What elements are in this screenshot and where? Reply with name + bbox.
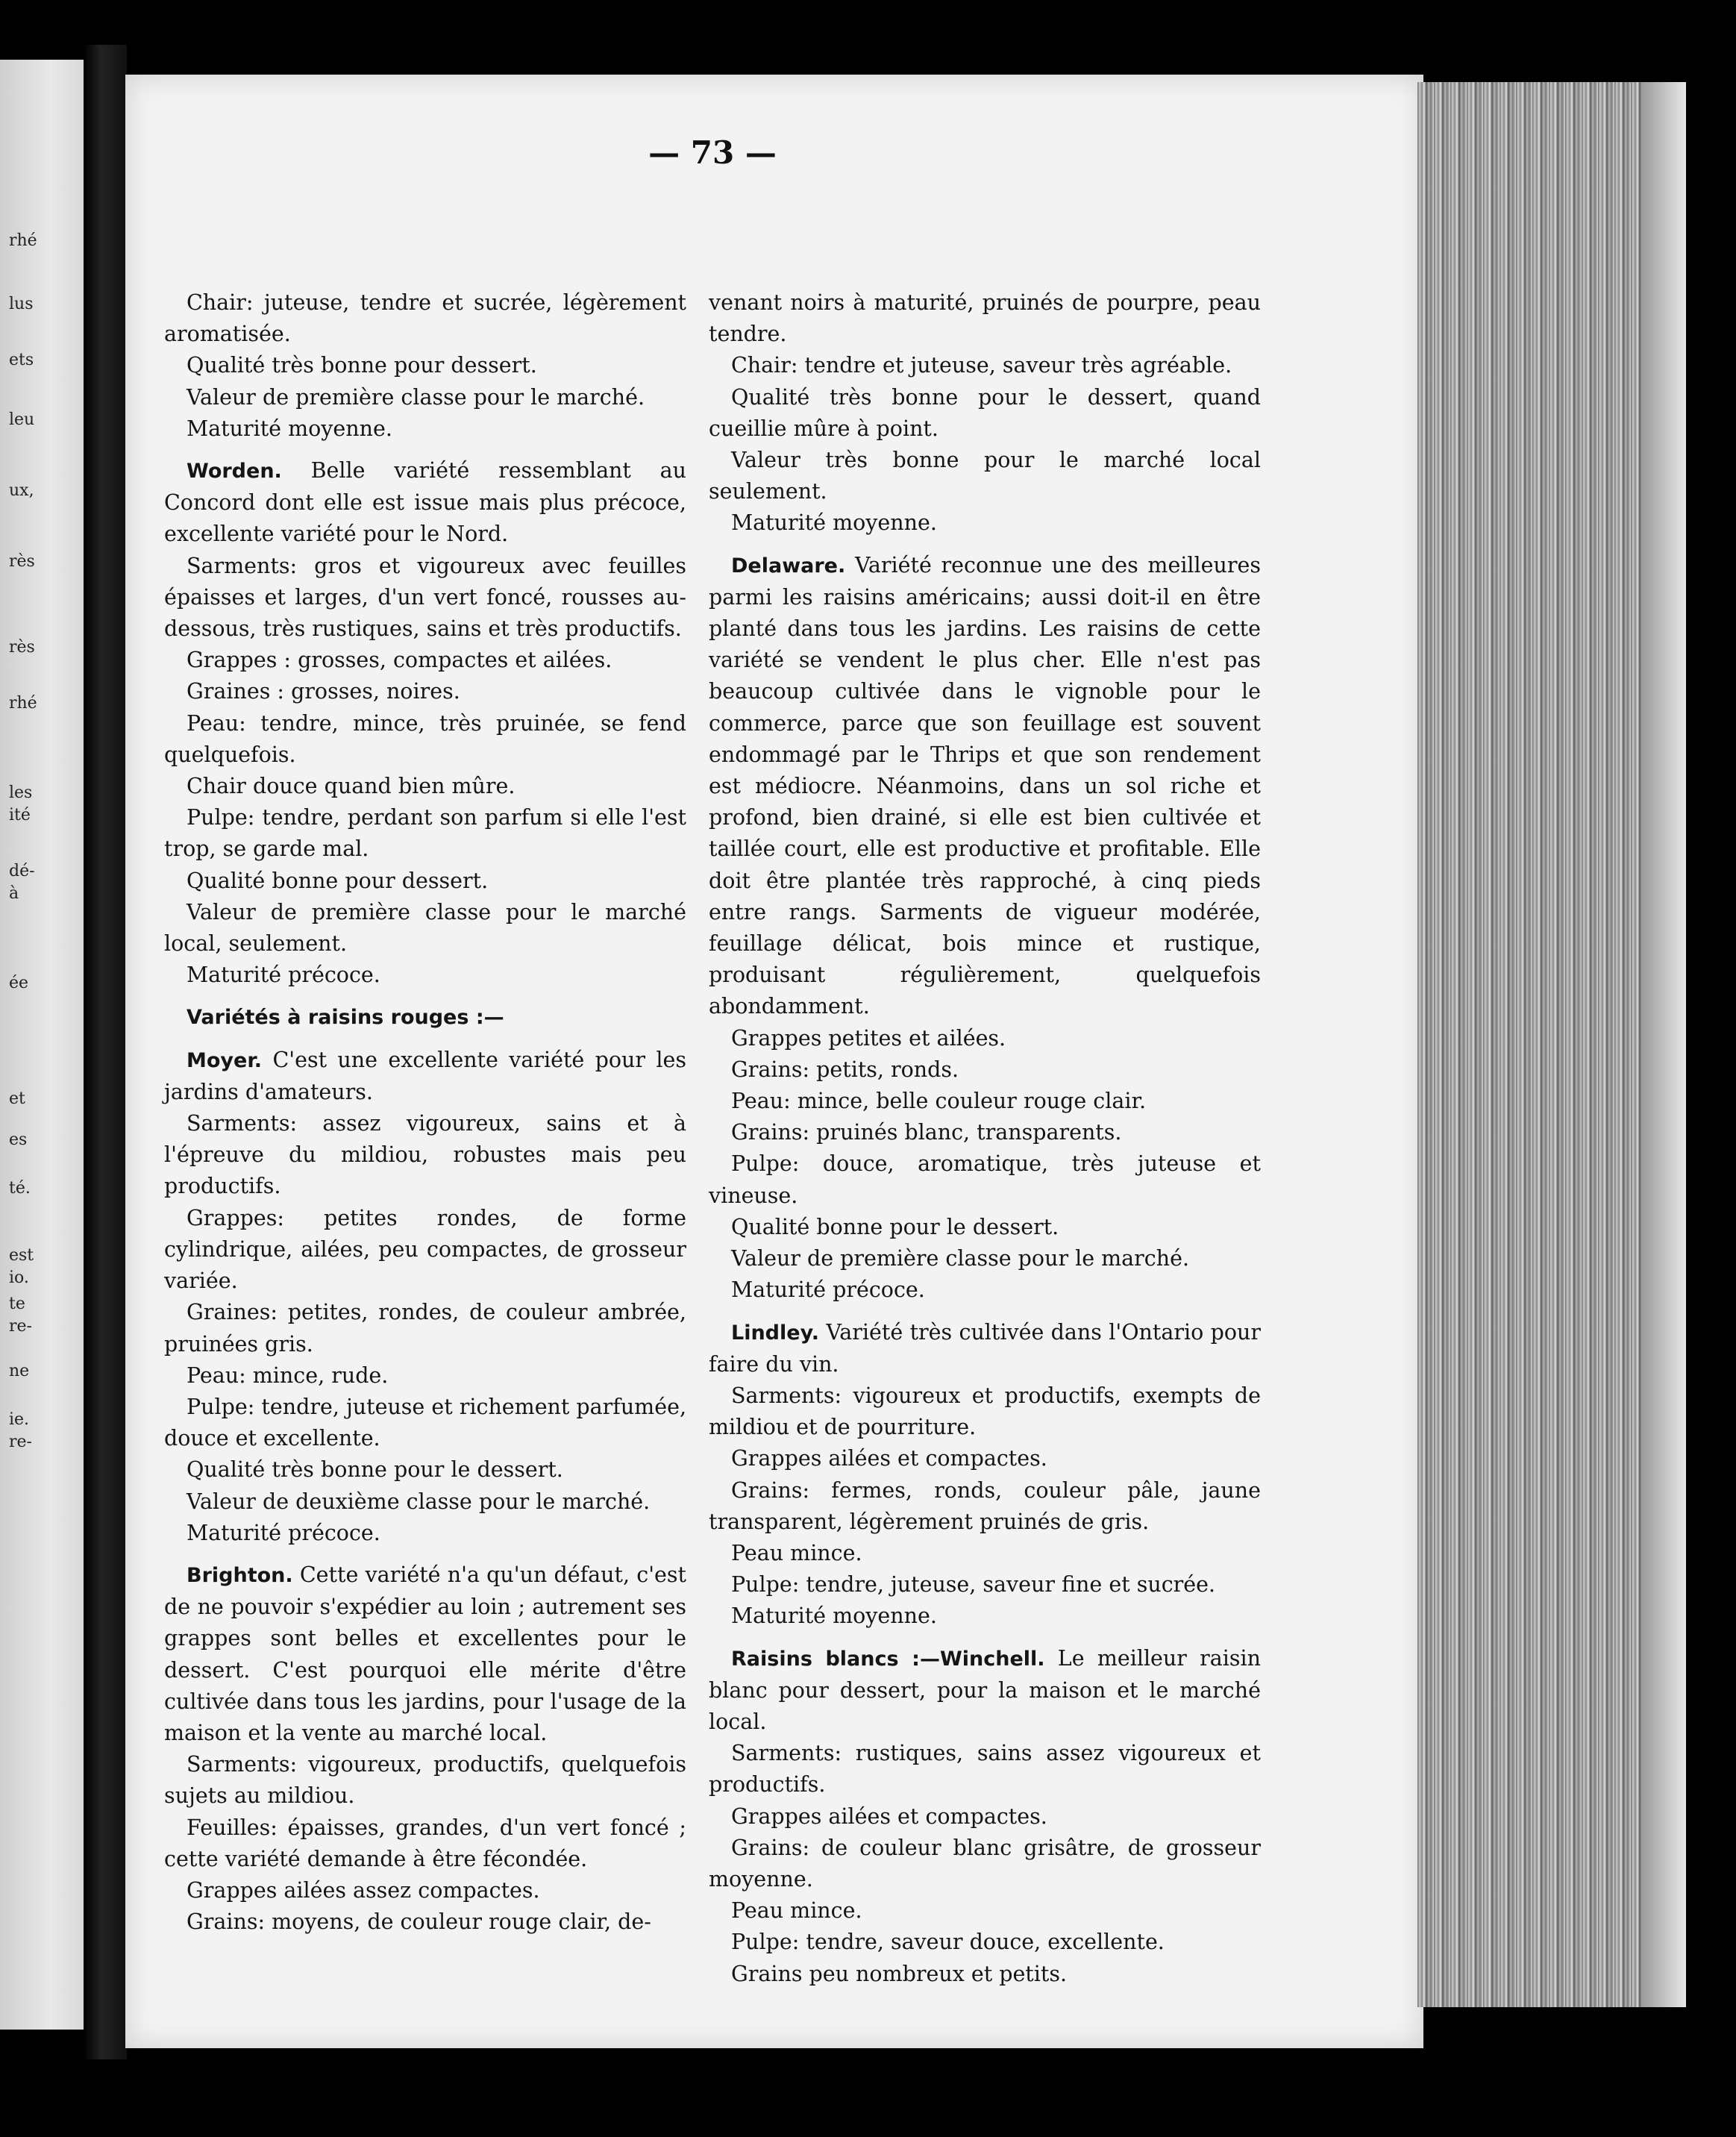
paragraph: Chair: tendre et juteuse, saveur très agréable. <box>731 353 1232 378</box>
paragraph: Qualité bonne pour le dessert. <box>731 1214 1059 1239</box>
variety-entry <box>164 1045 686 1108</box>
book-gutter <box>84 45 127 2059</box>
previous-page-fragment: re- <box>9 1317 32 1336</box>
paragraph: Qualité très bonne pour dessert. <box>187 353 537 378</box>
paragraph: Qualité très bonne pour le dessert. <box>187 1457 563 1483</box>
paragraph: Grappes ailées et compactes. <box>731 1446 1047 1471</box>
paragraph: Grains: fermes, ronds, couleur pâle, jaune transparent, légèrement pruinés de gris. <box>709 1477 1261 1534</box>
paragraph-text: venant noirs à maturité, pruinés de pourpre, peau tendre. <box>709 290 1261 347</box>
paragraph: Pulpe: tendre, juteuse et richement parfumée, douce et excellente. <box>164 1394 687 1451</box>
paragraph: Pulpe: tendre, perdant son parfum si elle l'est trop, se garde mal. <box>164 805 686 862</box>
previous-page-fragment: ée <box>9 974 29 992</box>
paragraph: Grappes: petites rondes, de forme cylindrique, ailées, peu compactes, de grosseur variée. <box>164 1205 686 1294</box>
paragraph: Valeur très bonne pour le marché local seulement. <box>709 448 1261 504</box>
variety-description: Cette variété n'a qu'un défaut, c'est de ne pouvoir s'expédier au loin ; autrement ses grappes sont belles et excellentes pour le dessert. C'est pourquoi elle mérite d'être cultivée dans tous les jardins, pour l'usage de la maison et la vente au marché local. <box>164 1562 686 1745</box>
previous-page-edge <box>0 60 84 2030</box>
paragraph: Maturité précoce. <box>187 1520 380 1545</box>
variety-heading: Raisins blancs :—Winchell. <box>731 1647 1045 1671</box>
paragraph: Peau: tendre, mince, très pruinée, se fend quelquefois. <box>164 710 686 767</box>
previous-page-fragment: dé- <box>9 862 35 880</box>
paragraph: Peau mince. <box>731 1898 862 1924</box>
right-column <box>709 287 1261 1990</box>
paragraph: Sarments: vigoureux, productifs, quelquefois sujets au mildiou. <box>164 1752 686 1809</box>
variety-heading: Variétés à raisins rouges :— <box>187 1006 504 1030</box>
previous-page-fragment: rhé <box>9 231 37 250</box>
paragraph-continuation <box>709 287 1261 350</box>
previous-page-fragment: ets <box>9 351 34 369</box>
variety-entry <box>164 1001 686 1033</box>
previous-page-fragment: ne <box>9 1362 30 1380</box>
paragraph: Graines: petites, rondes, de couleur ambrée, pruinées gris. <box>164 1300 686 1357</box>
variety-entry <box>164 455 686 551</box>
previous-page-fragment: té. <box>9 1179 31 1198</box>
previous-page-fragment: rès <box>9 552 35 571</box>
previous-page-fragment: lus <box>9 295 34 313</box>
previous-page-fragment: es <box>9 1130 28 1149</box>
paragraph: Pulpe: tendre, juteuse, saveur fine et sucrée. <box>731 1572 1216 1598</box>
left-column <box>164 287 686 1938</box>
variety-description: Variété très cultivée dans l'Ontario pour faire du vin. <box>709 1319 1261 1377</box>
paragraph: Grappes ailées et compactes. <box>731 1803 1047 1829</box>
page-edges <box>1417 82 1686 2007</box>
previous-page-fragment: leu <box>9 410 35 429</box>
variety-description: Variété reconnue une des meilleures parmi les raisins américains; aussi doit-il en être planté dans tous les jardins. Les raisins de cette variété se vendent le plus cher. Elle n'est pas beaucoup cultivée dans le vignoble pour le commerce, parce que son feuillage est souvent endommagé par le Thrips et que son rendement est médiocre. Néanmoins, dans un sol riche et profond, bien drainé, si elle est bien cultivée et taillée court, elle est productive et profitable. Elle doit être plantée très rapproché, à cinq pieds entre rangs. Sarments de vigueur modérée, feuillage délicat, bois mince et rustique, produisant régulièrement, quelquefois abondamment. <box>709 552 1261 1019</box>
previous-page-fragment: est <box>9 1246 34 1265</box>
paragraph: Peau: mince, rude. <box>187 1362 389 1388</box>
paragraph: Grains peu nombreux et petits. <box>731 1961 1068 1986</box>
paragraph: Maturité moyenne. <box>731 1603 937 1629</box>
previous-page-fragment: ie. <box>9 1410 30 1429</box>
paragraph: Grains: de couleur blanc grisâtre, de grosseur moyenne. <box>709 1835 1261 1892</box>
paragraph: Maturité précoce. <box>187 963 380 988</box>
paragraph: Peau mince. <box>731 1540 862 1565</box>
paragraph: Grappes petites et ailées. <box>731 1025 1006 1051</box>
variety-heading: Brighton. <box>187 1563 293 1587</box>
paragraph: Maturité précoce. <box>731 1277 925 1303</box>
previous-page-fragment: ux, <box>9 481 34 500</box>
previous-page-fragment: les <box>9 783 33 802</box>
variety-description: Le meilleur raisin blanc pour dessert, pour la maison et le marché local. <box>709 1645 1261 1734</box>
paragraph: Grains: moyens, de couleur rouge clair, de- <box>187 1909 651 1935</box>
variety-entry <box>164 1559 686 1749</box>
variety-entry <box>709 1317 1261 1380</box>
previous-page-fragment: et <box>9 1089 25 1108</box>
paragraph: Sarments: gros et vigoureux avec feuilles épaisses et larges, d'un vert foncé, rousses au-dessous, très rustiques, sains et très productifs. <box>164 553 686 642</box>
paragraph: Grains: petits, ronds. <box>731 1057 959 1082</box>
paragraph: Peau: mince, belle couleur rouge clair. <box>731 1089 1147 1114</box>
previous-page-fragment: re- <box>9 1433 32 1451</box>
previous-page-fragment: te <box>9 1295 25 1313</box>
previous-page-fragment: ité <box>9 806 31 825</box>
paragraph: Valeur de première classe pour le marché. <box>731 1246 1190 1271</box>
variety-heading: Lindley. <box>731 1321 819 1345</box>
paragraph: Grappes : grosses, compactes et ailées. <box>187 648 612 673</box>
previous-page-fragment: rès <box>9 638 35 657</box>
paragraph: Grains: pruinés blanc, transparents. <box>731 1120 1122 1145</box>
paragraph: Graines : grosses, noires. <box>187 679 460 704</box>
previous-page-fragment: à <box>9 884 19 903</box>
paragraph: Chair douce quand bien mûre. <box>187 774 516 799</box>
paragraph: Sarments: assez vigoureux, sains et à l'épreuve du mildiou, robustes mais peu productifs. <box>164 1111 686 1199</box>
paragraph: Qualité très bonne pour le dessert, quand cueillie mûre à point. <box>709 384 1261 441</box>
paragraph: Pulpe: douce, aromatique, très juteuse et vineuse. <box>709 1151 1261 1208</box>
variety-entry <box>709 550 1261 1023</box>
paragraph: Valeur de deuxième classe pour le marché. <box>187 1489 651 1514</box>
page-number: — 73 — <box>648 134 777 171</box>
paragraph: Valeur de première classe pour le marché local, seulement. <box>164 899 686 957</box>
variety-description: Belle variété ressemblant au Concord dont elle est issue mais plus précoce, excellente variété pour le Nord. <box>164 458 686 547</box>
paragraph: Valeur de première classe pour le marché. <box>187 384 645 410</box>
paragraph: Feuilles: épaisses, grandes, d'un vert foncé ; cette variété demande à être fécondée. <box>164 1815 686 1871</box>
paragraph: Qualité bonne pour dessert. <box>187 868 489 893</box>
previous-page-fragment: io. <box>9 1268 29 1287</box>
paragraph: Maturité moyenne. <box>731 510 937 536</box>
paragraph: Sarments: vigoureux et productifs, exempts de mildiou et de pourriture. <box>709 1383 1261 1440</box>
paragraph: Chair: juteuse, tendre et sucrée, légèrement aromatisée. <box>164 290 686 347</box>
variety-heading: Delaware. <box>731 554 846 578</box>
paragraph: Maturité moyenne. <box>187 416 392 441</box>
previous-page-fragment: rhé <box>9 694 37 713</box>
variety-entry <box>709 1643 1261 1739</box>
variety-heading: Worden. <box>187 460 282 484</box>
variety-description: C'est une excellente variété pour les jardins d'amateurs. <box>164 1047 686 1104</box>
variety-heading: Moyer. <box>187 1048 263 1072</box>
paragraph: Sarments: rustiques, sains assez vigoureux et productifs. <box>709 1741 1261 1797</box>
paragraph: Grappes ailées assez compactes. <box>187 1877 540 1903</box>
paragraph: Pulpe: tendre, saveur douce, excellente. <box>731 1930 1165 1955</box>
